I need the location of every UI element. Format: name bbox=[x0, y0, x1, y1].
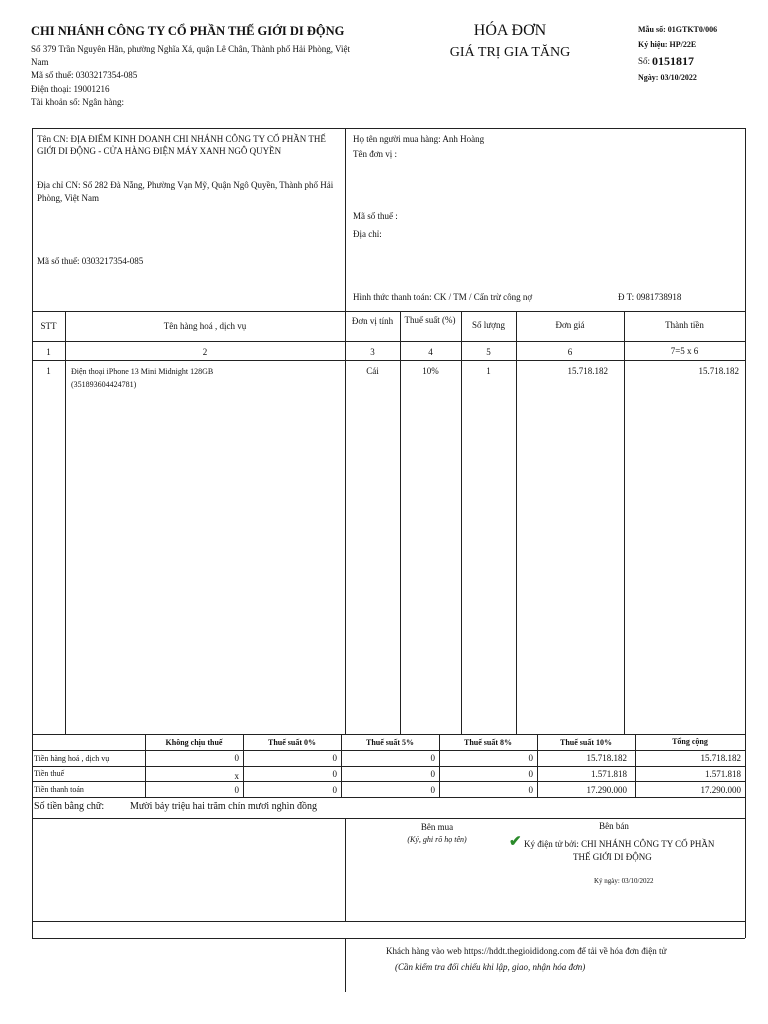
item-row-name: Điện thoại iPhone 13 Mini Midnight 128GB bbox=[71, 367, 214, 376]
seller-company-name: CHI NHÁNH CÔNG TY CỔ PHẦN THẾ GIỚI DI ĐỘNG bbox=[31, 24, 345, 38]
summary-row-line bbox=[32, 750, 745, 751]
branch-tax-code: Mã số thuế: 0303217354-085 bbox=[37, 256, 144, 266]
buyer-name: Họ tên người mua hàng: Anh Hoàng bbox=[353, 134, 485, 144]
summary-cell: 0 bbox=[528, 785, 533, 795]
items-header-top bbox=[32, 311, 745, 312]
items-colnum: 2 bbox=[202, 347, 208, 357]
items-header-tax: Thuế suất (%) bbox=[404, 315, 456, 325]
summary-header: Thuế suất 5% bbox=[365, 738, 414, 747]
buyer-unit: Tên đơn vị : bbox=[353, 149, 398, 159]
items-header-price: Đơn giá bbox=[555, 320, 585, 330]
summary-header: Thuế suất 0% bbox=[267, 738, 316, 747]
box-bottom-border bbox=[32, 938, 745, 939]
summary-header: Thuế suất 8% bbox=[463, 738, 512, 747]
summary-cell: x bbox=[234, 771, 239, 781]
signed-by-line1: Ký điện tử bởi: CHI NHÁNH CÔNG TY CỔ PHẦN bbox=[524, 839, 715, 849]
summary-row-label: Tiền thuế bbox=[34, 769, 65, 778]
summary-cell: 0 bbox=[234, 785, 239, 795]
summary-cell: 1.571.818 bbox=[705, 769, 741, 779]
item-row-qty: 1 bbox=[486, 366, 491, 376]
items-header-qty: Số lượng bbox=[472, 320, 505, 330]
summary-row-label: Tiền thanh toán bbox=[34, 785, 84, 794]
summary-header: Không chịu thuế bbox=[165, 738, 223, 747]
branch-name: Tên CN: ĐỊA ĐIỂM KINH DOANH CHI NHÁNH CÔNG TY CỔ PHẦN THẾ GIỚI DI ĐỘNG - CỬA HÀNG ĐIỆN MÁY XANH NGÔ QUYỀN bbox=[37, 134, 326, 156]
invoice-title-line1: HÓA ĐƠN bbox=[473, 22, 547, 39]
invoice-serial: Ký hiệu: HP/22E bbox=[638, 40, 697, 49]
check-icon: ✔ bbox=[509, 834, 522, 850]
buyer-payment-method: Hình thức thanh toán: CK / TM / Cấn trừ công nợ bbox=[353, 292, 533, 302]
branch-address: Địa chỉ CN: Số 282 Đà Nẵng, Phường Vạn Mỹ, Quận Ngô Quyền, Thành phố Hải Phòng, Việt Nam bbox=[37, 180, 334, 203]
items-colnum: 3 bbox=[370, 347, 375, 357]
signature-bottom bbox=[32, 921, 745, 922]
summary-cell: 17.290.000 bbox=[700, 785, 741, 795]
invoice-date: Ngày: 03/10/2022 bbox=[638, 73, 697, 82]
item-row-amount: 15.718.182 bbox=[698, 366, 739, 376]
invoice-form-no: Mẫu số: 01GTKT0/006 bbox=[638, 25, 718, 34]
summary-cell: 15.718.182 bbox=[700, 753, 741, 763]
info-divider bbox=[345, 128, 346, 311]
items-colnum: 4 bbox=[428, 347, 433, 357]
items-header-amount: Thành tiền bbox=[665, 320, 704, 330]
items-header-unit: Đơn vị tính bbox=[351, 316, 394, 326]
signed-by-line2: THẾ GIỚI DI ĐỘNG bbox=[573, 852, 652, 862]
items-header-bottom bbox=[32, 341, 745, 342]
invoice-number-label: Số: bbox=[638, 56, 651, 66]
items-colnum: 7=5 x 6 bbox=[670, 346, 699, 356]
summary-cell: 0 bbox=[528, 753, 533, 763]
summary-cell: 1.571.818 bbox=[591, 769, 627, 779]
summary-cell: 0 bbox=[234, 753, 239, 763]
seller-phone: Điện thoại: 19001216 bbox=[31, 84, 110, 94]
summary-cell: 0 bbox=[332, 769, 337, 779]
summary-cell: 0 bbox=[430, 753, 435, 763]
summary-cell: 0 bbox=[528, 769, 533, 779]
sign-date: Ký ngày: 03/10/2022 bbox=[594, 877, 654, 885]
summary-header: Tổng cộng bbox=[672, 737, 708, 746]
buyer-sign-note: (Ký, ghi rõ họ tên) bbox=[407, 835, 467, 844]
items-header-name: Tên hàng hoá , dịch vụ bbox=[163, 321, 247, 331]
summary-cell: 0 bbox=[430, 785, 435, 795]
buyer-tax-code: Mã số thuế : bbox=[353, 211, 398, 221]
item-row-price: 15.718.182 bbox=[567, 366, 608, 376]
items-header-stt: STT bbox=[40, 321, 57, 331]
items-colnum: 5 bbox=[486, 347, 491, 357]
summary-header: Thuế suất 10% bbox=[559, 738, 612, 747]
amount-in-words-value: Mười bảy triệu hai trăm chín mươi nghìn đồng bbox=[130, 801, 317, 812]
summary-bottom bbox=[32, 797, 745, 798]
buyer-address: Địa chỉ: bbox=[353, 229, 382, 239]
seller-tax-code: Mã số thuế: 0303217354-085 bbox=[31, 70, 138, 80]
summary-cell: 0 bbox=[430, 769, 435, 779]
summary-cell: 0 bbox=[332, 785, 337, 795]
items-colnum: 1 bbox=[46, 347, 51, 357]
amount-in-words-label: Số tiền bằng chữ: bbox=[34, 801, 105, 812]
invoice-title-line2: GIÁ TRỊ GIA TĂNG bbox=[449, 45, 571, 60]
footer-divider bbox=[345, 938, 346, 992]
footer-web-note: Khách hàng vào web https://hddt.thegioididong.com để tải về hóa đơn điện tử bbox=[386, 946, 667, 956]
signature-divider bbox=[345, 818, 346, 921]
footer-check-note: (Cần kiểm tra đối chiếu khi lập, giao, nhận hóa đơn) bbox=[395, 962, 586, 972]
item-row-serial: (351893604424781) bbox=[71, 380, 137, 389]
item-row-stt: 1 bbox=[46, 366, 51, 376]
buyer-sign-title: Bên mua bbox=[420, 822, 454, 832]
summary-top bbox=[32, 734, 745, 735]
seller-sign-title: Bên bán bbox=[599, 821, 629, 831]
summary-cell: 0 bbox=[332, 753, 337, 763]
seller-account: Tài khoản số: Ngân hàng: bbox=[31, 97, 124, 107]
summary-cell: 17.290.000 bbox=[586, 785, 627, 795]
summary-row-label: Tiền hàng hoá , dịch vụ bbox=[34, 754, 110, 763]
summary-row-line bbox=[32, 766, 745, 767]
item-row-unit: Cái bbox=[366, 366, 379, 376]
items-col-divider bbox=[65, 311, 66, 734]
box-right-border bbox=[745, 128, 746, 938]
box-left-border bbox=[32, 128, 33, 938]
box-top-border bbox=[32, 128, 745, 129]
item-row-tax: 10% bbox=[422, 366, 439, 376]
items-colnum: 6 bbox=[567, 347, 573, 357]
buyer-phone: Đ T: 0981738918 bbox=[618, 292, 682, 302]
summary-cell: 15.718.182 bbox=[586, 753, 627, 763]
words-bottom bbox=[32, 818, 745, 819]
invoice-number-value: 0151817 bbox=[652, 54, 694, 68]
summary-row-line bbox=[32, 781, 745, 782]
items-colnum-bottom bbox=[32, 360, 745, 361]
seller-address: Số 379 Trần Nguyên Hãn, phường Nghĩa Xá, quận Lê Chân, Thành phố Hải Phòng, Việt Nam bbox=[31, 44, 350, 67]
